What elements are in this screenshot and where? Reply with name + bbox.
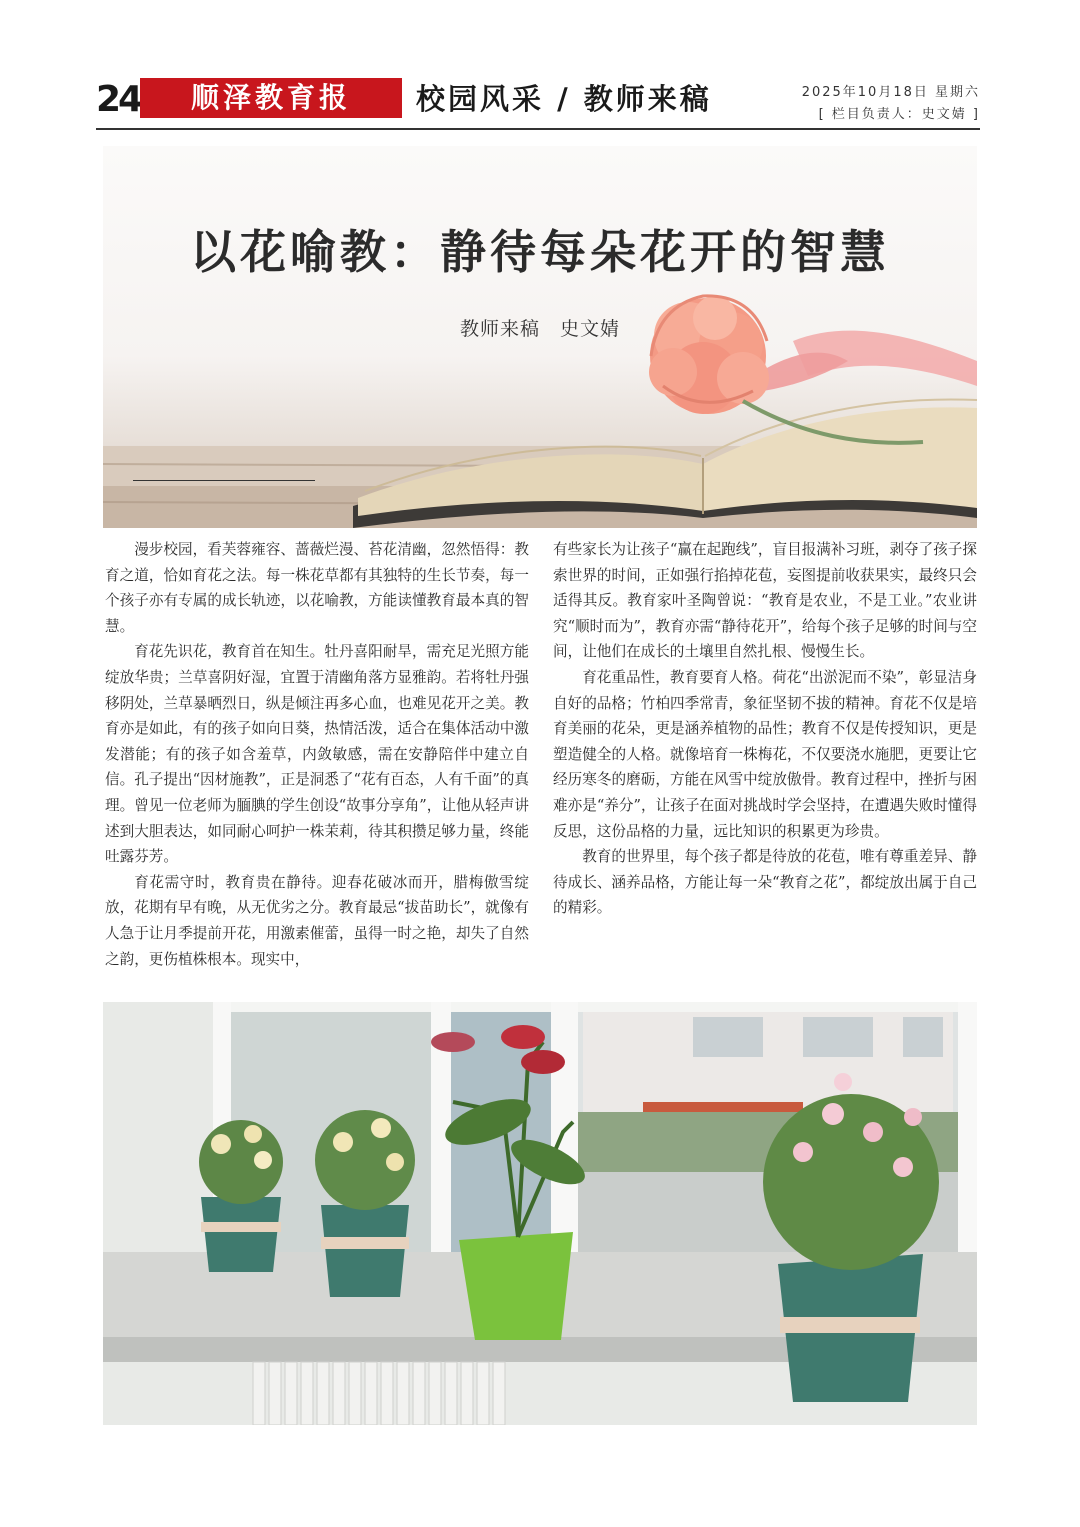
masthead-divider	[96, 128, 980, 130]
column-editor: [ 栏目负责人：史文婧 ]	[818, 107, 980, 122]
paragraph: 漫步校园，看芙蓉雍容、蔷薇烂漫、苔花清幽，忽然悟得：教育之道，恰如育花之法。每一株花草都有其独特的生长节奏，每一个孩子亦有专属的成长轨迹，以花喻教，方能读懂教育最本真的智慧。	[105, 541, 529, 635]
paragraph: 育花先识花，教育首在知生。牡丹喜阳耐旱，需充足光照方能绽放华贵；兰草喜阴好湿，宜置于清幽角落方显雅韵。若将牡丹强移阴处，兰草暴晒烈日，纵是倾注再多心血，也难见花开之美。教育亦是如此，有的孩子如向日葵，热情活泼，适合在集体活动中激发潜能；有的孩子如含羞草，内敛敏感，需在安静陪伴中建立自信。孔子提出“因材施教”，正是洞悉了“花有百态，人有千面”的真理。曾见一位老师为腼腆的学生创设“故事分享角”，让他从轻声讲述到大胆表达，如同耐心呵护一株茉莉，待其积攒足够力量，终能吐露芬芳。	[105, 643, 529, 866]
article-column-right	[553, 537, 977, 921]
hero-banner	[103, 146, 977, 528]
article-byline: 教师来稿 史文婧	[459, 318, 620, 340]
hero-divider	[133, 480, 315, 481]
article-headline: 以花喻教：静待每朵花开的智慧	[190, 225, 890, 279]
newspaper-name: 顺泽教育报	[140, 78, 402, 118]
masthead	[96, 78, 980, 130]
paragraph: 教育的世界里，每个孩子都是待放的花苞，唯有尊重差异、静待成长、涵养品格，方能让每一朵“教育之花”，都绽放出属于自己的精彩。	[553, 848, 977, 917]
article-column-left	[105, 537, 529, 972]
paragraph: 有些家长为让孩子“赢在起跑线”，盲目报满补习班，剥夺了孩子探索世界的时间，正如强行掐掉花苞，妄图提前收获果实，最终只会适得其反。教育家叶圣陶曾说：“教育是农业，不是工业。”农业讲究“顺时而为”，教育亦需“静待花开”，给每个孩子足够的时间与空间，让他们在成长的土壤里自然扎根、慢慢生长。	[553, 541, 977, 661]
paragraph: 育花重品性，教育要育人格。荷花“出淤泥而不染”，彰显洁身自好的品格；竹柏四季常青，象征坚韧不拔的精神。育花不仅是培育美丽的花朵，更是涵养植物的品性；教育不仅是传授知识，更是塑造健全的人格。就像培育一株梅花，不仅要浇水施肥，更要让它经历寒冬的磨砺，方能在风雪中绽放傲骨。教育过程中，挫折与困难亦是“养分”，让孩子在面对挑战时学会坚持，在遭遇失败时懂得反思，这份品格的力量，远比知识的积累更为珍贵。	[553, 668, 977, 840]
section-title: 校园风采 / 教师来稿	[416, 82, 712, 116]
page-number: 24	[96, 79, 141, 120]
paragraph: 育花需守时，教育贵在静待。迎春花破冰而开，腊梅傲雪绽放，花期有早有晚，从无优劣之分。教育最忌“拔苗助长”，就像有人急于让月季提前开花，用激素催蕾，虽得一时之艳，却失了自然之韵，更伤植株根本。现实中，	[105, 873, 529, 968]
windowsill-flowers-image	[103, 1002, 977, 1425]
potted-flowers-photo	[103, 1002, 977, 1425]
issue-date: 2025年10月18日 星期六	[801, 85, 980, 100]
